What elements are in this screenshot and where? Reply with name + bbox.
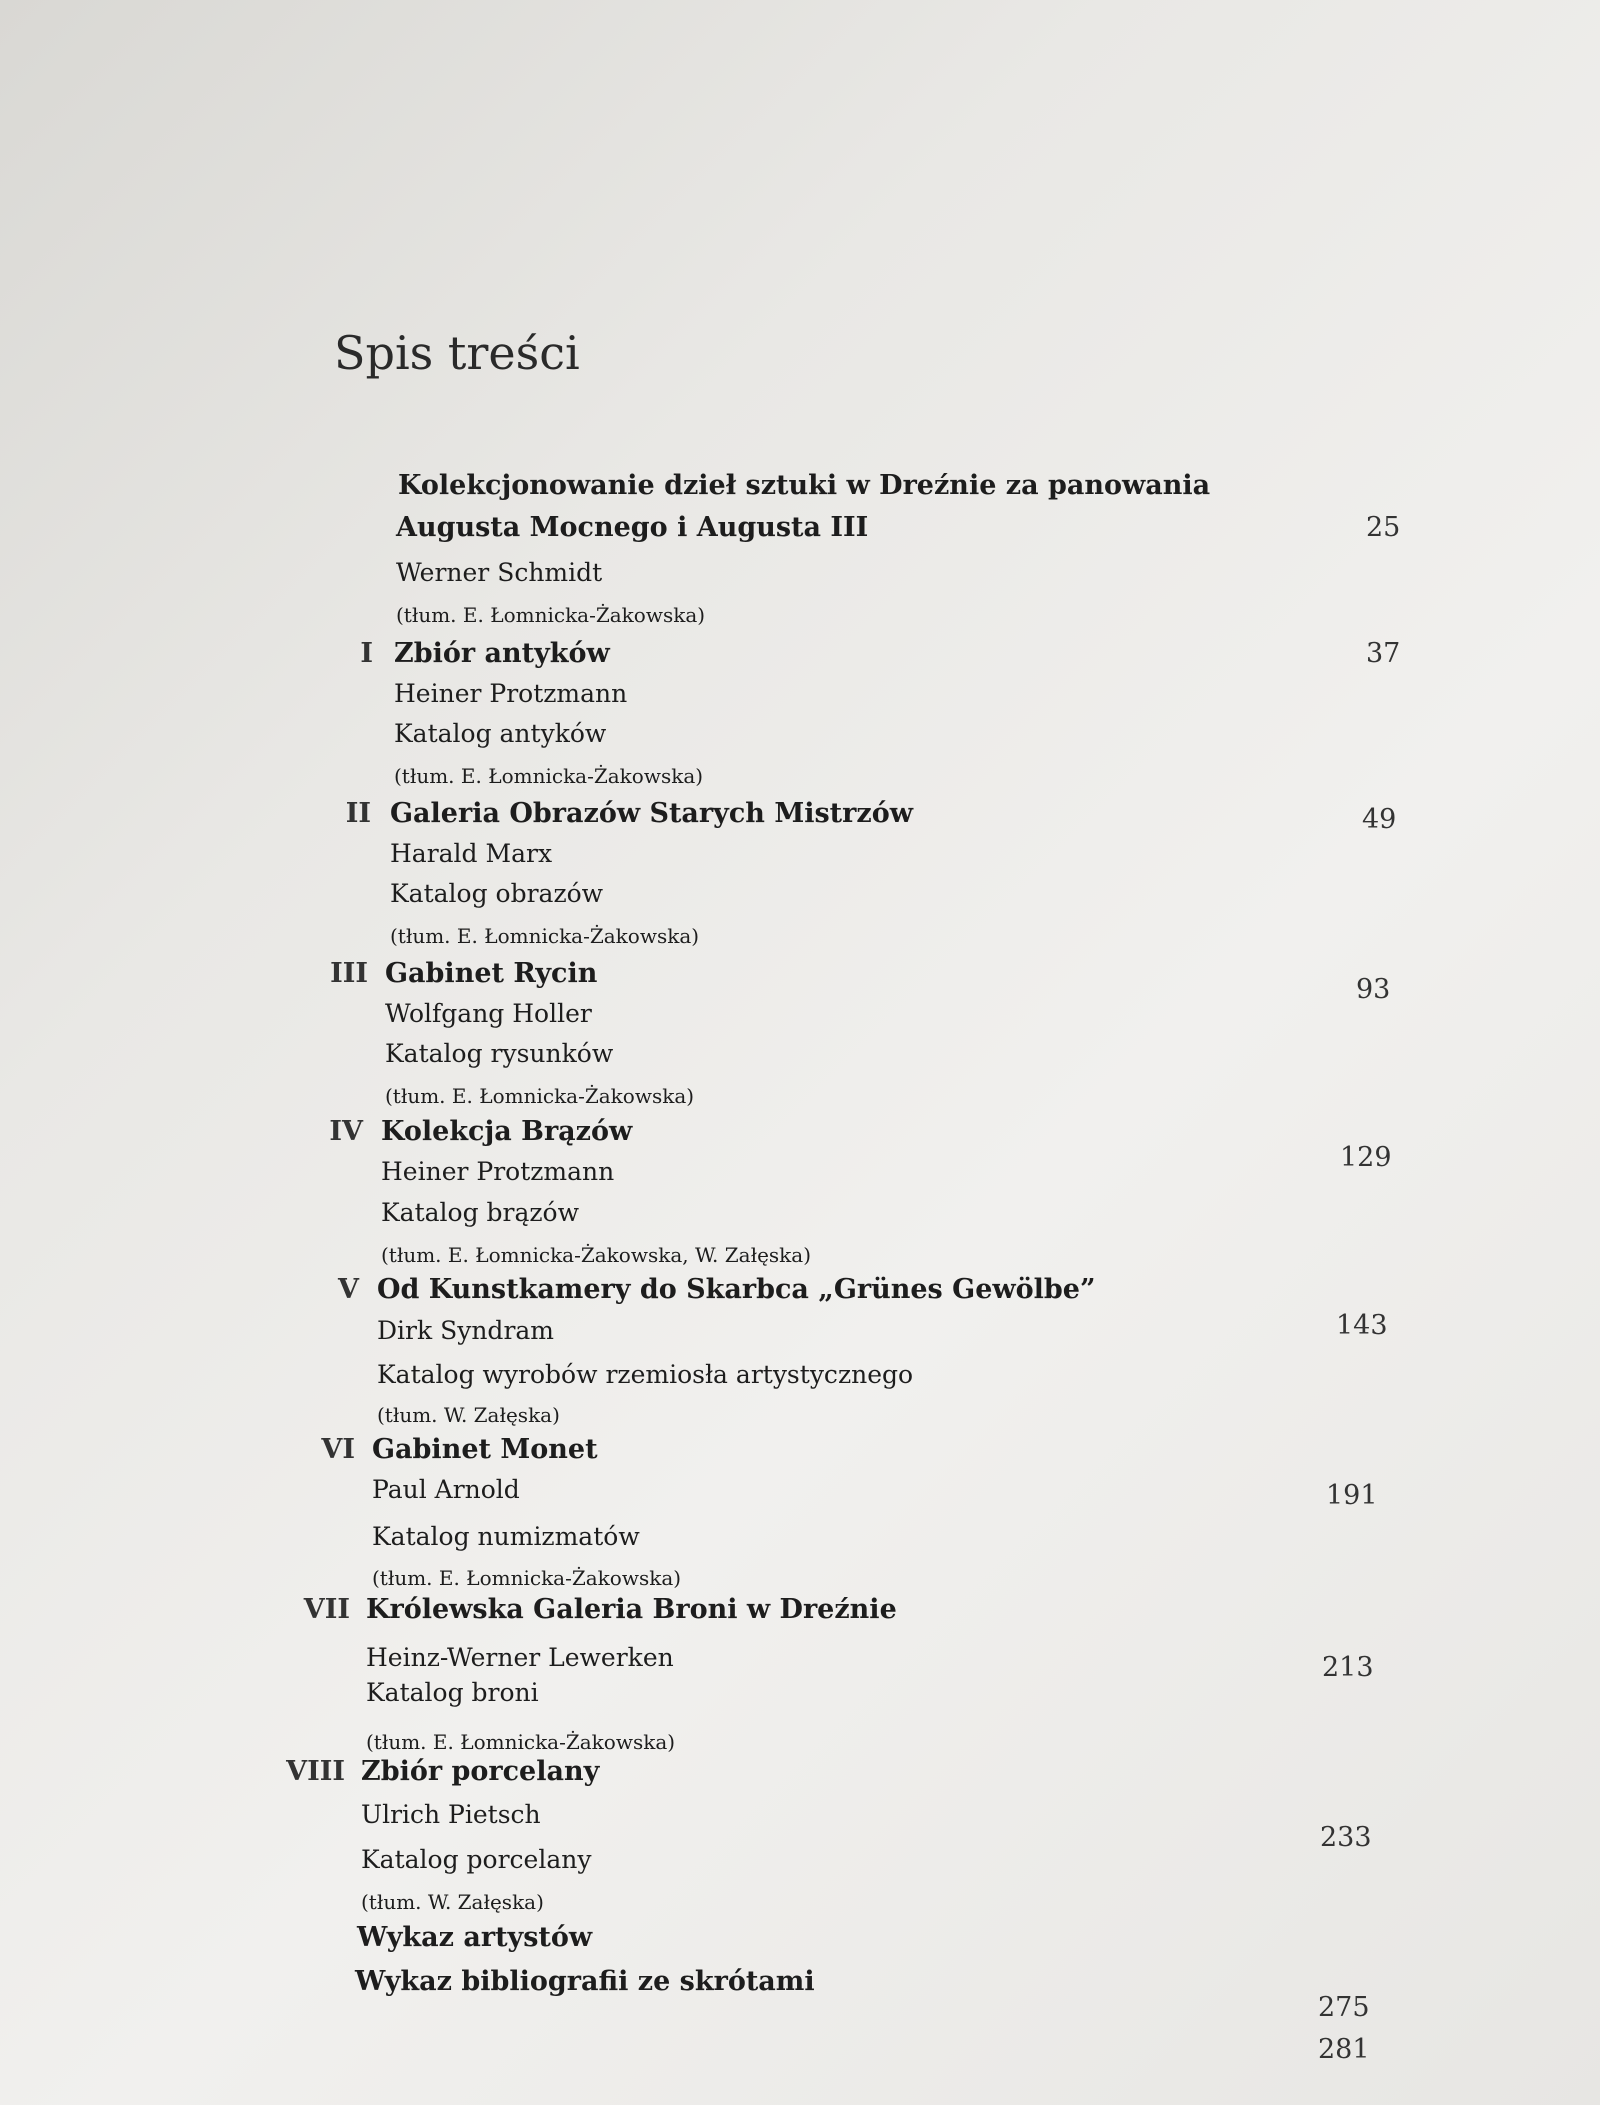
chapter-page: 213 (1322, 1652, 1374, 1683)
chapter-page: 233 (1320, 1822, 1372, 1853)
chapter-author: Wolfgang Holler (385, 999, 592, 1028)
chapter-number: VIII (286, 1756, 345, 1787)
chapter-title: Gabinet Rycin (385, 958, 598, 989)
chapter-author: Ulrich Pietsch (361, 1800, 541, 1829)
chapter-page: 143 (1336, 1310, 1388, 1341)
chapter-author: Heinz-Werner Lewerken (366, 1643, 674, 1672)
chapter-translation: (tłum. E. Łomnicka-Żakowska) (385, 1084, 695, 1108)
chapter-number: IV (329, 1116, 363, 1147)
chapter-translation: (tłum. W. Załęska) (377, 1403, 560, 1427)
chapter-page: 37 (1366, 638, 1401, 669)
chapter-translation: (tłum. E. Łomnicka-Żakowska) (390, 924, 700, 948)
chapter-author: Paul Arnold (372, 1475, 520, 1504)
intro-translation: (tłum. E. Łomnicka-Żakowska) (396, 603, 706, 627)
chapter-translation: (tłum. E. Łomnicka-Żakowska) (372, 1566, 682, 1590)
chapter-title: Galeria Obrazów Starych Mistrzów (390, 798, 913, 829)
intro-page: 25 (1366, 512, 1401, 543)
chapter-translation: (tłum. W. Załęska) (361, 1890, 544, 1914)
chapter-page: 191 (1326, 1480, 1378, 1511)
appendix-page: 281 (1318, 2034, 1370, 2065)
chapter-title: Od Kunstkamery do Skarbca „Grünes Gewölbe” (377, 1274, 1096, 1305)
chapter-page: 129 (1340, 1142, 1392, 1173)
chapter-catalog: Katalog antyków (394, 719, 607, 748)
chapter-title: Gabinet Monet (372, 1434, 598, 1465)
page-title: Spis treści (334, 326, 580, 380)
chapter-page: 93 (1356, 974, 1391, 1005)
chapter-catalog: Katalog broni (366, 1678, 539, 1707)
chapter-number: II (345, 798, 371, 829)
chapter-catalog: Katalog numizmatów (372, 1522, 640, 1551)
chapter-title: Zbiór antyków (394, 638, 610, 669)
chapter-number: III (330, 958, 368, 989)
chapter-catalog: Katalog obrazów (390, 879, 604, 908)
appendix-page: 275 (1318, 1992, 1370, 2023)
chapter-number: I (360, 638, 373, 669)
chapter-number: VI (321, 1434, 355, 1465)
chapter-translation: (tłum. E. Łomnicka-Żakowska, W. Załęska) (381, 1243, 812, 1267)
chapter-title: Królewska Galeria Broni w Dreźnie (366, 1594, 897, 1625)
appendix-title: Wykaz bibliografii ze skrótami (355, 1966, 815, 1997)
chapter-title: Kolekcja Brązów (381, 1116, 633, 1147)
chapter-catalog: Katalog rysunków (385, 1039, 614, 1068)
chapter-translation: (tłum. E. Łomnicka-Żakowska) (366, 1730, 676, 1754)
chapter-catalog: Katalog brązów (381, 1198, 580, 1227)
intro-author: Werner Schmidt (396, 558, 603, 587)
intro-title-line1: Kolekcjonowanie dzieł sztuki w Dreźnie za panowania (398, 470, 1211, 501)
chapter-catalog: Katalog porcelany (361, 1845, 592, 1874)
chapter-translation: (tłum. E. Łomnicka-Żakowska) (394, 764, 704, 788)
chapter-page: 49 (1362, 804, 1397, 835)
chapter-title: Zbiór porcelany (361, 1756, 600, 1787)
intro-title-line2: Augusta Mocnego i Augusta III (396, 512, 869, 543)
chapter-catalog: Katalog wyrobów rzemiosła artystycznego (377, 1360, 914, 1389)
chapter-author: Harald Marx (390, 839, 553, 868)
chapter-author: Heiner Protzmann (394, 679, 628, 708)
chapter-number: V (338, 1274, 359, 1305)
chapter-number: VII (303, 1594, 350, 1625)
chapter-author: Heiner Protzmann (381, 1157, 615, 1186)
appendix-title: Wykaz artystów (357, 1922, 593, 1953)
chapter-author: Dirk Syndram (377, 1316, 555, 1345)
